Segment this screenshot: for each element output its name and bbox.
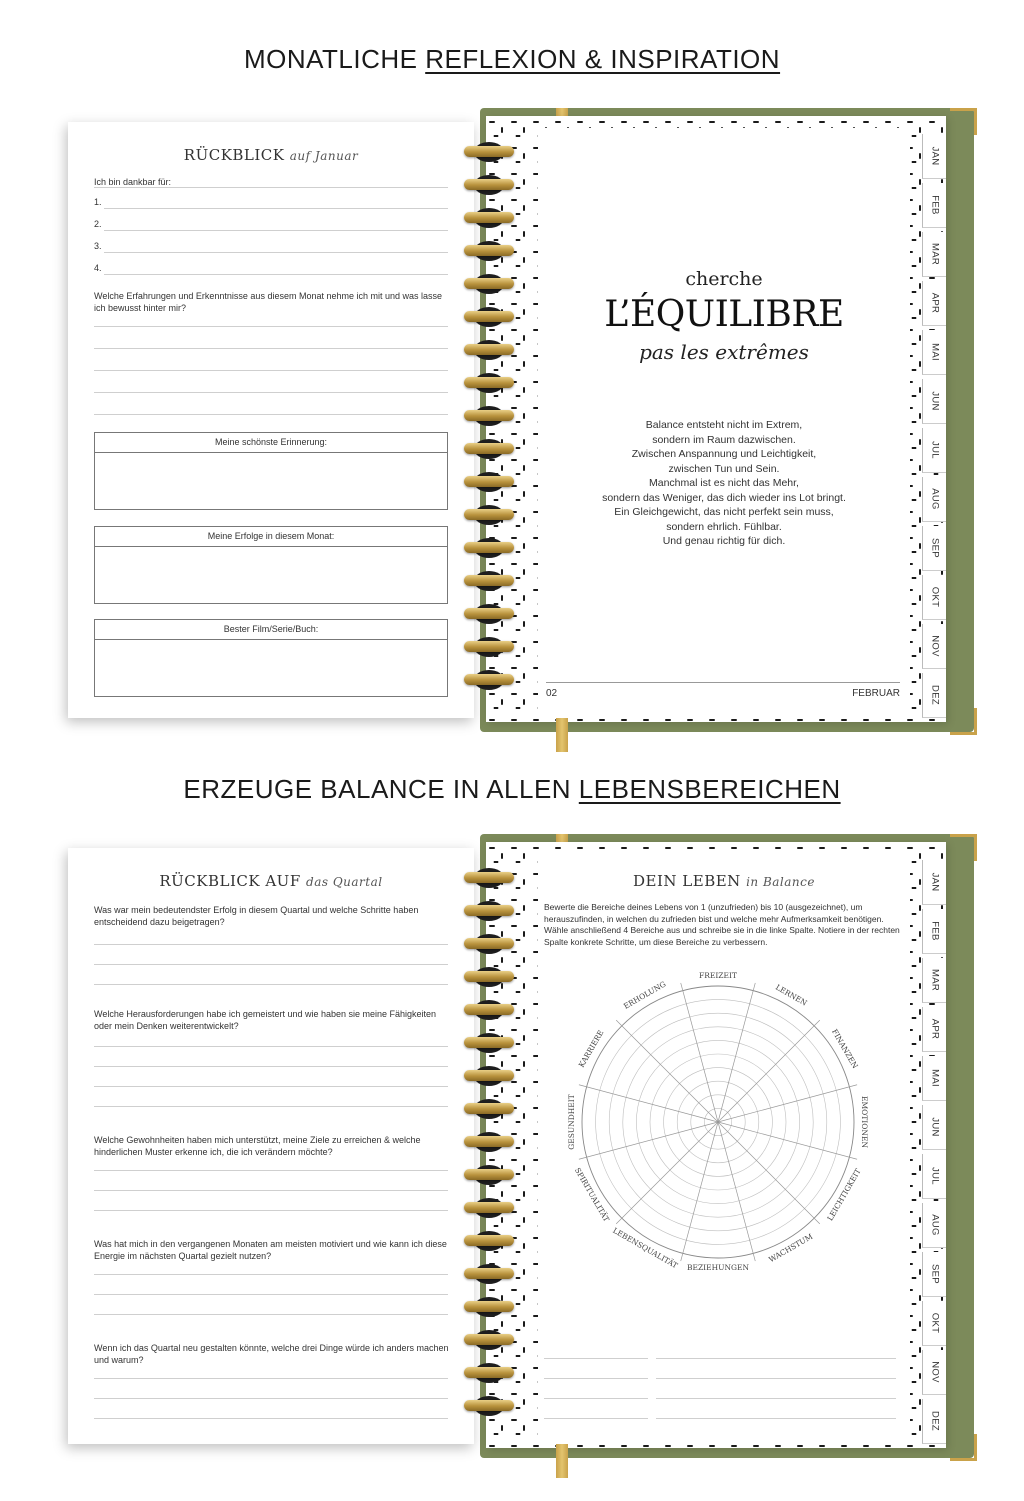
tab-mar[interactable]: MAR [922,958,946,1003]
quote-line-3: pas les extrêmes [639,340,809,364]
tab-jul[interactable]: JUL [922,1154,946,1199]
wheel-label: KARRIERE [576,1028,606,1070]
memory-box[interactable] [94,432,448,510]
area-line[interactable] [544,1398,648,1399]
tab-jan[interactable]: JAN [922,860,946,905]
wheel-label: ERHOLUNG [622,979,668,1011]
binding-ring [464,1361,514,1385]
heading-text: ERZEUGE BALANCE IN ALLEN [183,774,579,804]
tab-okt[interactable]: OKT [922,575,946,620]
writing-line[interactable] [94,326,448,327]
reflection-question: Wenn ich das Quartal neu gestalten könnte, welche drei Dinge würde ich anders machen und warum? [94,1343,449,1365]
page-title: RÜCKBLICK auf Januar [183,146,359,164]
left-page [68,122,474,718]
binding-ring [464,1328,514,1352]
poem-line: Balance entsteht nicht im Extrem, [645,419,803,431]
tab-sep[interactable]: SEP [922,1252,946,1297]
binding-ring [464,1394,514,1418]
reflection-question: Welche Herausforderungen habe ich gemeistert und wie haben sie meine Fähigkeiten oder mein Denken weiterentwickelt? [94,1009,437,1031]
steps-line[interactable] [656,1358,896,1359]
wheel-spoke [718,983,755,1122]
writing-line[interactable] [94,1294,448,1295]
heading-underlined-text: LEBENSBEREICHEN [578,774,841,804]
wheel-spoke [718,1122,820,1224]
binding-ring [464,338,514,362]
tab-jan[interactable]: JAN [922,134,946,179]
writing-line[interactable] [94,1274,448,1275]
binding-ring [464,536,514,560]
writing-line[interactable] [104,274,448,275]
tab-aug[interactable]: AUG [922,1203,946,1248]
poem-text [538,418,910,549]
binding-ring [464,140,514,164]
quote-line-1: cherche [685,268,763,290]
binding-ring [464,569,514,593]
writing-line[interactable] [94,1066,448,1067]
section-heading-balance [0,774,1024,805]
wheel-spoke [616,1122,718,1224]
page-title: DEIN LEBEN in Balance [633,872,815,890]
right-page [486,116,946,722]
wheel-label: LEBENSQUALITÄT [611,1225,680,1271]
footer-rule [546,682,900,683]
page-content-area [538,128,910,716]
writing-line[interactable] [94,1314,448,1315]
wheel-instructions: Bewerte die Bereiche deines Lebens von 1 (unzufrieden) bis 10 (ausgezeichnet), um herauszufinden, in welchen du zufrieden bist und welche mehr Aufmerksamkeit benötigen. Wähle anschließend 4 Bereiche aus und schreibe sie in die linke Spalte. Notiere in der rechten Spalte konkrete Schritte, um diese Bereiche zu verbessern. [544,902,900,947]
binding-ring [464,635,514,659]
tab-dez[interactable]: DEZ [922,673,946,718]
binding-ring [464,173,514,197]
steps-line[interactable] [656,1418,896,1419]
bookmark-ribbon-bottom [556,718,568,752]
spiral-binding [464,140,514,700]
achievements-box[interactable] [94,526,448,604]
list-number: 2. [94,219,102,229]
cover-corner-top [950,108,977,135]
writing-line[interactable] [94,1086,448,1087]
writing-line[interactable] [94,1170,448,1171]
binding-ring [464,272,514,296]
list-number: 3. [94,241,102,251]
binding-ring [464,899,514,923]
quote-headline: L’ÉQUILIBRE [604,294,844,335]
life-balance-wheel[interactable] [538,970,910,1310]
binding-ring [464,1229,514,1253]
reflection-question: Welche Erfahrungen und Erkenntnisse aus diesem Monat nehme ich mit und was lasse ich bewusst hinter mir? [94,291,443,313]
poem-line: Ein Gleichgewicht, das nicht perfekt sein muss, [614,506,834,518]
binding-ring [464,1064,514,1088]
wheel-spoke [579,1085,718,1122]
binding-ring [464,668,514,692]
page-title: RÜCKBLICK AUF das Quartal [159,872,383,890]
tab-feb[interactable]: FEB [922,183,946,228]
wheel-spoke [579,1122,718,1159]
wheel-label: BEZIEHUNGEN [686,1263,750,1272]
binding-ring [464,1031,514,1055]
poem-line: Und genau richtig für dich. [662,535,786,547]
page-content-area [538,852,910,1442]
writing-line[interactable] [94,1210,448,1211]
writing-line[interactable] [94,1378,448,1379]
tab-jul[interactable]: JUL [922,428,946,473]
writing-line[interactable] [94,348,448,349]
poem-line: zwischen Tun und Sein. [668,462,780,475]
media-box[interactable] [94,619,448,697]
month-tabs [922,134,946,722]
binding-ring [464,1262,514,1286]
binding-ring [464,1295,514,1319]
steps-line[interactable] [656,1378,896,1379]
wheel-spoke [616,1020,718,1122]
heading-underlined-text: REFLEXION & INSPIRATION [425,44,781,74]
wheel-label: FINANZEN [829,1027,860,1071]
writing-line[interactable] [94,414,448,415]
writing-line[interactable] [94,1418,448,1419]
cover-corner-top [950,834,977,861]
wheel-spoke [681,1122,718,1261]
binding-ring [464,965,514,989]
box-heading: Meine Erfolge in diesem Monat: [95,527,447,547]
binding-ring [464,1163,514,1187]
poem-line: sondern das Weniger, das dich wieder ins Lot bringt. [602,491,846,504]
binding-ring [464,1130,514,1154]
writing-line[interactable] [94,1046,448,1047]
wheel-spoke [681,983,718,1122]
wheel-spoke [718,1122,755,1261]
tab-mai[interactable]: MAI [922,1056,946,1101]
box-heading: Meine schönste Erinnerung: [95,433,447,453]
wheel-label: SPIRITUALITÄT [572,1166,612,1224]
tab-feb[interactable]: FEB [922,909,946,954]
reflection-question: Welche Gewohnheiten haben mich unterstützt, meine Ziele zu erreichen & welche hinderlichen Muster erkenne ich, die ich verändern möchte? [94,1135,421,1157]
writing-line [94,187,448,188]
tab-okt[interactable]: OKT [922,1301,946,1346]
binding-ring [464,437,514,461]
tab-aug[interactable]: AUG [922,477,946,522]
section-heading-reflexion [0,44,1024,75]
area-line[interactable] [544,1378,648,1379]
grateful-label: Ich bin dankbar für: [94,177,172,187]
poem-line: Manchmal ist es nicht das Mehr, [649,477,799,489]
box-heading: Bester Film/Serie/Buch: [95,620,447,640]
list-number: 1. [94,197,102,207]
binding-ring [464,503,514,527]
wheel-label: WACHSTUM [767,1231,815,1265]
wheel-label: FREIZEIT [699,971,737,980]
writing-line[interactable] [104,208,448,209]
writing-line[interactable] [94,964,448,965]
writing-line[interactable] [94,1190,448,1191]
writing-line[interactable] [94,370,448,371]
poem-line: sondern ehrlich. Fühlbar. [666,520,782,533]
tab-sep[interactable]: SEP [922,526,946,571]
poem-line: sondern im Raum dazwischen. [652,433,796,446]
tab-jun[interactable]: JUN [922,379,946,424]
poem-line: Zwischen Anspannung und Leichtigkeit, [631,448,817,460]
binding-ring [464,470,514,494]
area-line[interactable] [544,1358,648,1359]
writing-line[interactable] [104,252,448,253]
month-tabs [922,860,946,1448]
tab-apr[interactable]: APR [922,281,946,326]
tab-mar[interactable]: MAR [922,232,946,277]
reflection-question: Was hat mich in den vergangenen Monaten am meisten motiviert und wie kann ich diese Energie im nächsten Quartal gezielt nutzen? [94,1239,447,1261]
binding-ring [464,866,514,890]
bookmark-ribbon-bottom [556,1444,568,1478]
area-line[interactable] [544,1418,648,1419]
list-number: 4. [94,263,102,273]
writing-line[interactable] [104,230,448,231]
writing-line[interactable] [94,984,448,985]
reflection-question: Was war mein bedeutendster Erfolg in diesem Quartal und welche Schritte haben entscheidend dazu beigetragen? [94,905,419,927]
binding-ring [464,206,514,230]
wheel-spoke [718,1020,820,1122]
writing-line[interactable] [94,1398,448,1399]
tab-nov[interactable]: NOV [922,1350,946,1395]
wheel-spoke [718,1085,857,1122]
month-footer: FEBRUAR [852,688,900,699]
binding-ring [464,602,514,626]
wheel-label: LEICHTIGKEIT [825,1167,863,1223]
binding-ring [464,305,514,329]
cover-corner-bottom [950,708,977,735]
writing-line[interactable] [94,944,448,945]
tab-mai[interactable]: MAI [922,330,946,375]
right-page [486,842,946,1448]
wheel-spoke [718,1122,857,1159]
page-number: 02 [546,688,558,699]
wheel-label: GESUNDHEIT [567,1094,576,1150]
tab-nov[interactable]: NOV [922,624,946,669]
tab-jun[interactable]: JUN [922,1105,946,1150]
writing-line[interactable] [94,1106,448,1107]
steps-line[interactable] [656,1398,896,1399]
heading-text: MONATLICHE [243,44,426,74]
binding-ring [464,371,514,395]
spiral-binding [464,866,514,1426]
binding-ring [464,1097,514,1121]
binding-ring [464,404,514,428]
binding-ring [464,239,514,263]
binding-ring [464,932,514,956]
writing-line[interactable] [94,392,448,393]
binding-ring [464,998,514,1022]
tab-dez[interactable]: DEZ [922,1399,946,1444]
wheel-label: EMOTIONEN [860,1095,869,1149]
tab-apr[interactable]: APR [922,1007,946,1052]
left-page [68,848,474,1444]
wheel-label: LERNEN [773,982,809,1008]
cover-corner-bottom [950,1434,977,1461]
binding-ring [464,1196,514,1220]
